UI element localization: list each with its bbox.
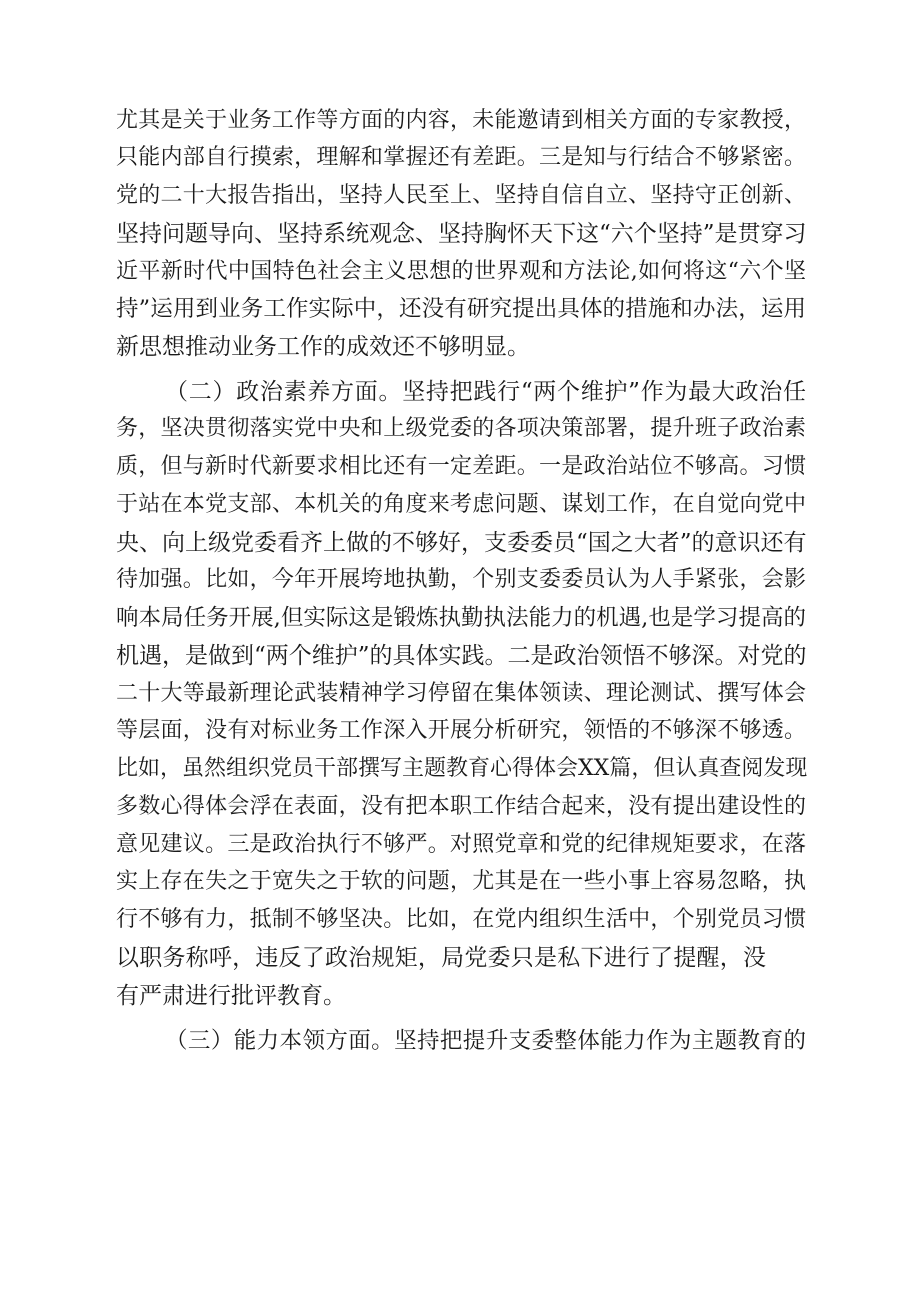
text-line: 只能内部自行摸索，理解和掌握还有差距。三是知与行结合不够紧密。: [116, 145, 806, 170]
paragraph-heading-line: （二）政治素养方面。坚持把践行“两个维护”作为最大政治任: [165, 379, 806, 405]
text-line: 行不够有力，抵制不够坚决。比如，在党内组织生活中，个别党员习惯: [116, 907, 806, 932]
text-line: 二十大等最新理论武装精神学习停留在集体领读、理论测试、撰写体会: [116, 681, 806, 706]
text-line: 务，坚决贯彻落实党中央和上级党委的各项决策部署，提升班子政治素: [116, 416, 806, 441]
text-line: 央、向上级党委看齐上做的不够好，支委委员“国之大者”的意识还有: [116, 530, 807, 556]
text-line: 实上存在失之于宽失之于软的问题，尤其是在一些小事上容易忽略，执: [116, 869, 806, 894]
text-line: 质，但与新时代新要求相比还有一定差距。一是政治站位不够高。习惯: [116, 454, 806, 479]
text-line: 待加强。比如，今年开展垮地执勤，个别支委委员认为人手紧张，会影: [116, 567, 806, 592]
text-line: 比如，虽然组织党员干部撰写主题教育心得体会XX篇，但认真查阅发现: [116, 756, 808, 781]
text-line: 机遇，是做到“两个维护”的具体实践。二是政治领悟不够深。对党的: [116, 643, 807, 669]
text-line: 等层面，没有对标业务工作深入开展分析研究，领悟的不够深不够透。: [116, 718, 806, 743]
text-line: 响本局任务开展,但实际这是锻炼执勤执法能力的机遇,也是学习提高的: [116, 605, 806, 631]
paragraph-heading-line: （三）能力本领方面。坚持把提升支委整体能力作为主题教育的: [165, 1028, 806, 1054]
text-line: 尤其是关于业务工作等方面的内容，未能邀请到相关方面的专家教授，: [116, 108, 806, 133]
text-line: 于站在本党支部、本机关的角度来考虑问题、谋划工作，在自觉向党中: [116, 492, 806, 517]
text-line: 坚持问题导向、坚持系统观念、坚持胸怀天下这“六个坚持”是贯穿习: [116, 221, 807, 247]
text-line: 党的二十大报告指出，坚持人民至上、坚持自信自立、坚持守正创新、: [116, 183, 806, 208]
text-line: 持”运用到业务工作实际中，还没有研究提出具体的措施和办法，运用: [116, 296, 806, 322]
text-line: 多数心得体会浮在表面，没有把本职工作结合起来，没有提出建设性的: [116, 794, 806, 819]
text-line: 意见建议。三是政治执行不够严。对照党章和党的纪律规矩要求，在落: [116, 832, 806, 857]
text-line: 新思想推动业务工作的成效还不够明显。: [116, 334, 530, 360]
text-line: 近平新时代中国特色社会主义思想的世界观和方法论,如何将这“六个坚: [116, 259, 806, 284]
text-line: 有严肃进行批评教育。: [116, 983, 346, 1009]
text-line: 以职务称呼，违反了政治规矩，局党委只是私下进行了提醒，没: [116, 945, 766, 971]
